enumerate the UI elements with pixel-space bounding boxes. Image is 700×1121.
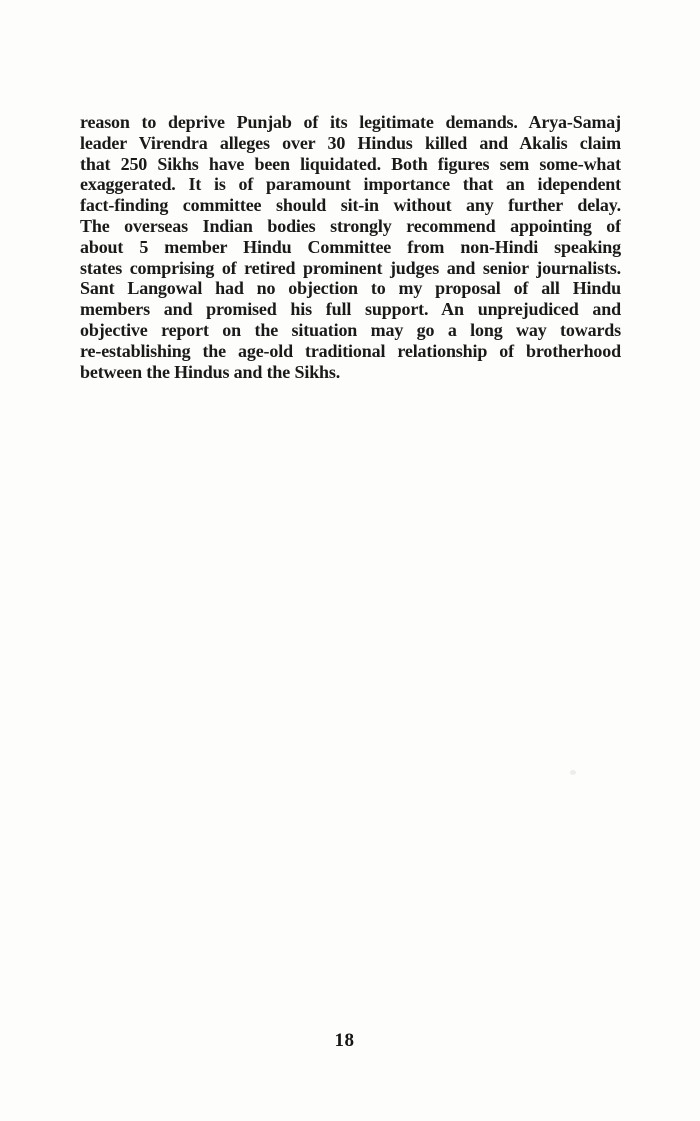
paragraph-line: about 5 member Hindu Committee from non-Hindi speaking xyxy=(80,236,621,257)
paragraph-line: Sant Langowal had no objection to my proposal of all Hindu xyxy=(80,278,621,299)
paragraph-line: states comprising of retired prominent judges and senior journalists. xyxy=(80,257,621,278)
paragraph-line: fact-finding committee should sit-in without any further delay. xyxy=(80,195,621,216)
paragraph-line: re-establishing the age-old traditional relationship of brotherhood xyxy=(80,340,621,361)
body-paragraph xyxy=(80,112,621,382)
scan-speck xyxy=(570,770,576,775)
paragraph-line: leader Virendra alleges over 30 Hindus killed and Akalis claim xyxy=(80,132,621,153)
paragraph-line: between the Hindus and the Sikhs. xyxy=(80,361,341,382)
paragraph-line: exaggerated. It is of paramount importance that an idependent xyxy=(80,174,621,195)
paragraph-line: reason to deprive Punjab of its legitimate demands. Arya-Samaj xyxy=(80,112,621,132)
paragraph-line: The overseas Indian bodies strongly recommend appointing of xyxy=(80,215,621,236)
paragraph-line: members and promised his full support. An unprejudiced and xyxy=(80,299,621,320)
page-number: 18 xyxy=(334,1030,355,1051)
paragraph-line: that 250 Sikhs have been liquidated. Both figures sem some-what xyxy=(80,153,621,174)
paragraph-line: objective report on the situation may go a long way towards xyxy=(80,319,621,340)
